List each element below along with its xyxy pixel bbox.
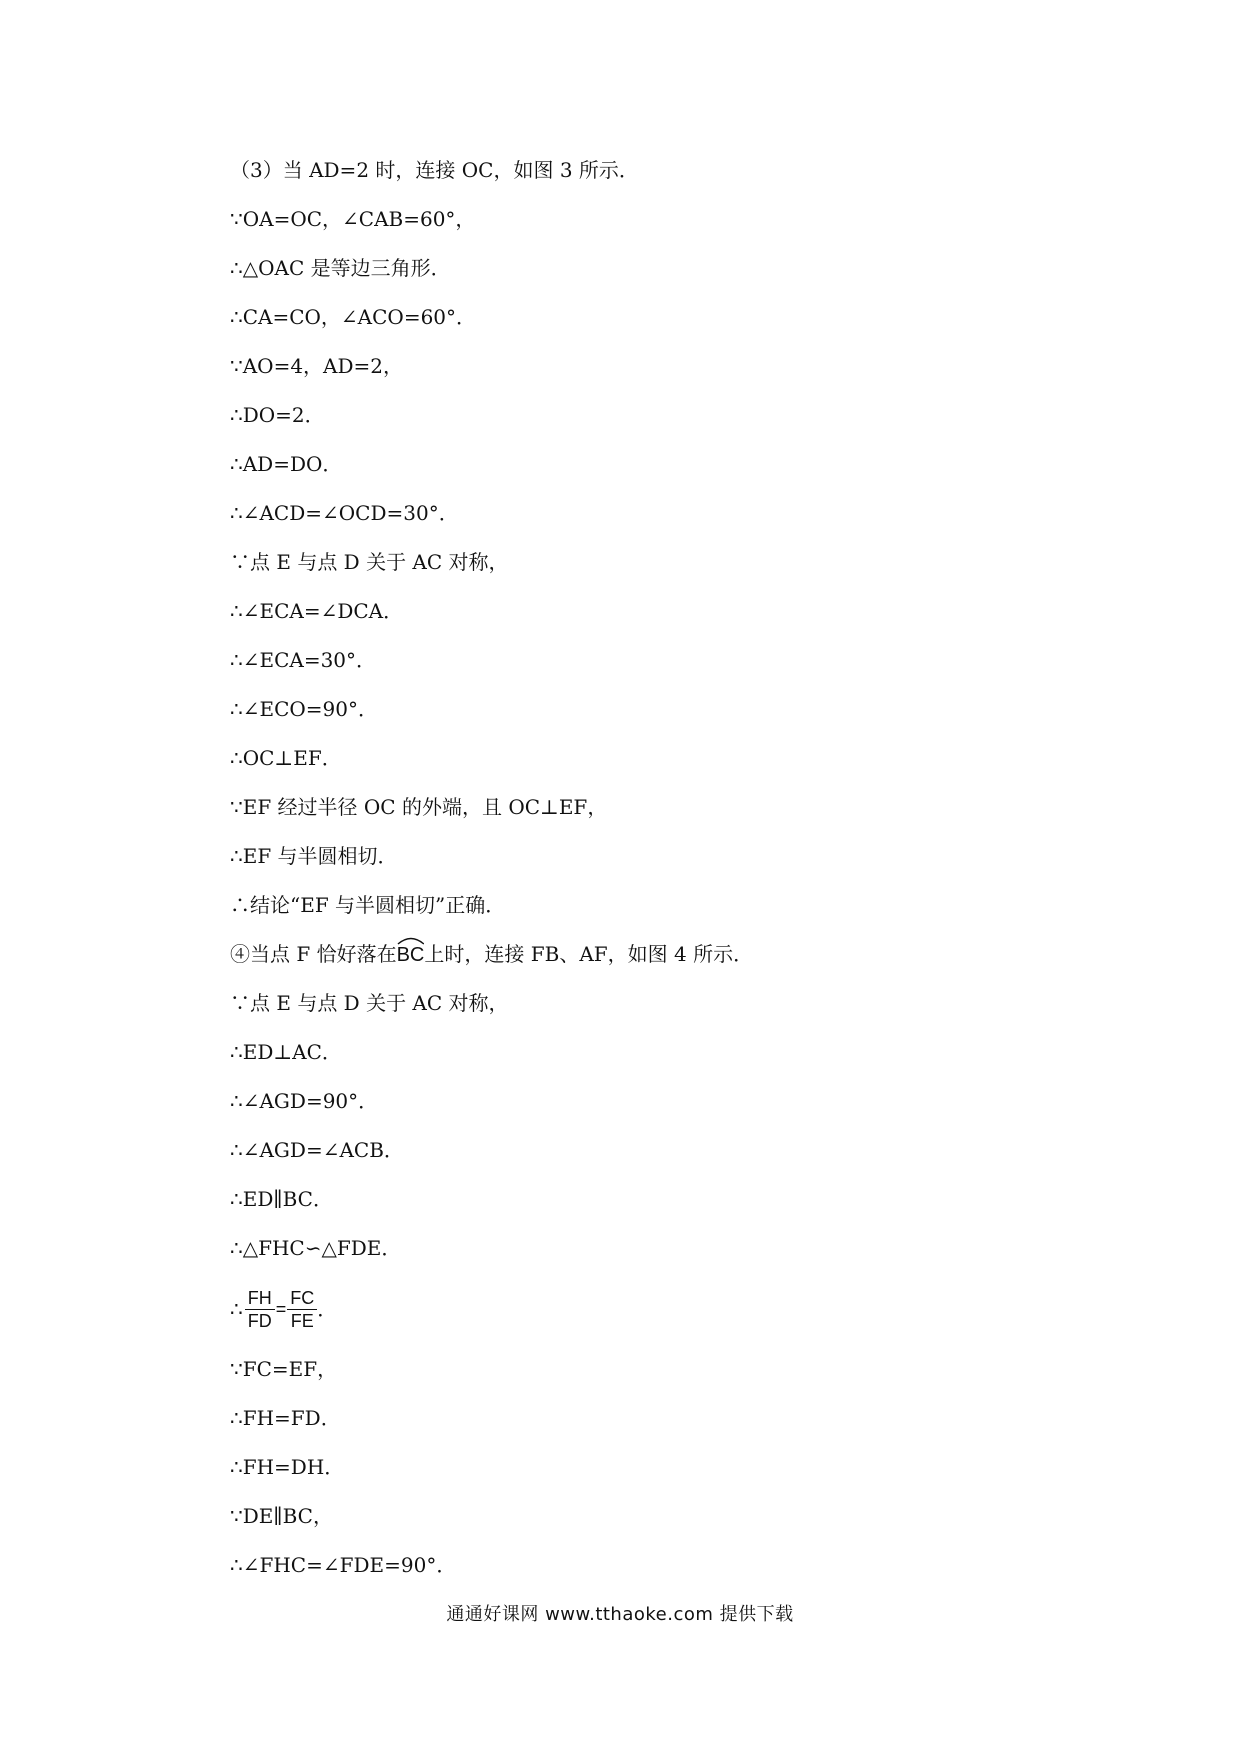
solution-line: ∴∠AGD=∠ACB． — [230, 1138, 404, 1162]
solution-line: ∴∠AGD=90°． — [230, 1089, 379, 1113]
fraction-line — [230, 1285, 1030, 1333]
equals-sign: = — [275, 1299, 287, 1319]
solution-line: ∴EF 与半圆相切． — [230, 844, 398, 868]
arc-line-after: 上时，连接 FB、AF，如图 4 所示． — [424, 942, 754, 966]
solution-line: ∴结论“EF 与半圆相切”正确． — [230, 893, 506, 917]
fraction-right-numerator: FC — [287, 1288, 317, 1310]
solution-line: ∴∠FHC=∠FDE=90°． — [230, 1553, 457, 1577]
fraction-right — [287, 1288, 317, 1331]
solution-line: ∴CA=CO，∠ACO=60°． — [230, 305, 477, 329]
fraction-left-denominator: FD — [247, 1310, 272, 1331]
fraction-period: ． — [317, 1297, 338, 1321]
solution-line: ∴∠ECO=90°． — [230, 697, 378, 721]
solution-line: ∴FH=FD． — [230, 1406, 341, 1430]
solution-line: ∴△FHC∽△FDE． — [230, 1236, 402, 1260]
solution-line: ∵FC=EF， — [230, 1357, 338, 1381]
solution-line: （3）当 AD=2 时，连接 OC，如图 3 所示． — [230, 158, 639, 182]
solution-line: ∴FH=DH． — [230, 1455, 345, 1479]
solution-line: ∴∠ECA=∠DCA． — [230, 599, 404, 623]
arc-mark-icon — [397, 935, 425, 945]
solution-line: ∴DO=2． — [230, 403, 325, 427]
solution-line: ∵点 E 与点 D 关于 AC 对称， — [230, 991, 509, 1015]
arc-bc — [397, 943, 425, 967]
arc-line-before: ④当点 F 恰好落在 — [230, 942, 397, 966]
fraction-right-denominator: FE — [290, 1310, 314, 1331]
solution-line: ∵EF 经过半径 OC 的外端，且 OC⊥EF， — [230, 795, 608, 819]
solution-line: ∴∠ECA=30°． — [230, 648, 377, 672]
solution-line: ∵AO=4，AD=2， — [230, 354, 404, 378]
therefore-symbol: ∴ — [230, 1297, 243, 1321]
solution-line: ∴ED∥BC． — [230, 1187, 333, 1211]
fraction-left-numerator: FH — [245, 1288, 275, 1310]
arc-label: BC — [396, 944, 425, 966]
solution-line: ∴∠ACD=∠OCD=30°． — [230, 501, 459, 525]
footer-watermark: 通通好课网 www.tthaoke.com 提供下载 — [446, 1604, 794, 1625]
solution-line: ∴ED⊥AC． — [230, 1040, 342, 1064]
solution-line: ∴AD=DO． — [230, 452, 343, 476]
solution-line: ∴OC⊥EF． — [230, 746, 342, 770]
solution-line: ∵点 E 与点 D 关于 AC 对称， — [230, 550, 509, 574]
solution-line: ∵OA=OC，∠CAB=60°， — [230, 207, 476, 231]
fraction-left — [245, 1288, 275, 1331]
solution-line: ∵DE∥BC， — [230, 1504, 333, 1528]
solution-body — [230, 158, 1030, 1602]
arc-line — [230, 942, 1030, 966]
solution-line: ∴△OAC 是等边三角形． — [230, 256, 451, 280]
